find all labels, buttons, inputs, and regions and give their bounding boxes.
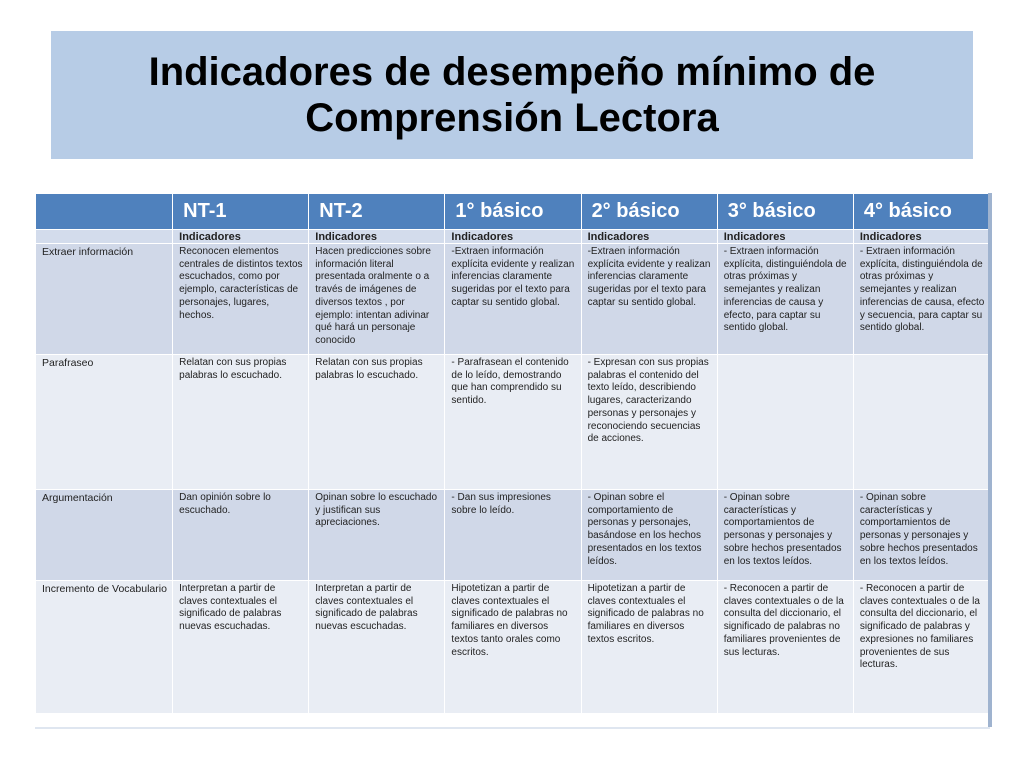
level-header-3-basico: 3° básico (717, 194, 853, 230)
table-cell (853, 355, 989, 490)
header-row (36, 194, 990, 230)
table-row-parafraseo (36, 355, 990, 490)
table-right-edge (988, 193, 992, 727)
table-cell: Hacen predicciones sobre información literal presentada oralmente o a través de imágenes de diversos textos , por ejemplo: intentan adivinar qué hará un personaje conocido (309, 244, 445, 355)
table-cell: Hipotetizan a partir de claves contextuales el significado de palabras no familiares en diversos textos tanto orales como escritos. (445, 581, 581, 714)
table-cell: Dan opinión sobre lo escuchado. (173, 490, 309, 581)
table-cell: - Opinan sobre el comportamiento de personas y personajes, basándose en los hechos presentados en los textos leídos. (581, 490, 717, 581)
table-cell: - Opinan sobre características y comportamientos de personas y personajes y sobre hechos presentados en los textos leídos. (717, 490, 853, 581)
table-cell: - Reconocen a partir de claves contextuales o de la consulta del diccionario, el significado de palabras no familiares provenientes de sus lecturas. (717, 581, 853, 714)
table-cell: Relatan con sus propias palabras lo escuchado. (173, 355, 309, 490)
subheader-cell: Indicadores (853, 230, 989, 244)
subheader-cell: Indicadores (717, 230, 853, 244)
subheader-cell: Indicadores (445, 230, 581, 244)
row-label: Argumentación (36, 490, 173, 581)
subheader-cell: Indicadores (173, 230, 309, 244)
table-cell: - Opinan sobre características y comportamientos de personas y personajes y sobre hechos presentados en los textos leídos. (853, 490, 989, 581)
table-cell: Opinan sobre lo escuchado y justifican sus apreciaciones. (309, 490, 445, 581)
title-banner (51, 31, 973, 159)
table-cell: - Extraen información explícita, distinguiéndola de otras próximas y semejantes y realizan inferencias de causa y efecto, para captar su sentido global. (717, 244, 853, 355)
level-header-nt1: NT-1 (173, 194, 309, 230)
table-bottom-line (35, 727, 990, 729)
table-cell: -Extraen información explícita evidente y realizan inferencias claramente sugeridas por el texto para captar su sentido global. (445, 244, 581, 355)
level-header-4-basico: 4° básico (853, 194, 989, 230)
table-cell: - Expresan con sus propias palabras el contenido del texto leído, describiendo lugares, caracterizando personas y personajes y reconociendo secuencias de acciones. (581, 355, 717, 490)
level-header-nt2: NT-2 (309, 194, 445, 230)
row-label: Extraer información (36, 244, 173, 355)
table-row-extraer-informacion (36, 244, 990, 355)
indicators-table (35, 193, 990, 714)
level-header-2-basico: 2° básico (581, 194, 717, 230)
subheader-cell: Indicadores (309, 230, 445, 244)
slide-title: Indicadores de desempeño mínimo de Comprensión Lectora (148, 50, 876, 140)
table-cell: Interpretan a partir de claves contextuales el significado de palabras nuevas escuchadas. (309, 581, 445, 714)
table-cell: - Extraen información explícita, distinguiéndola de otras próximas y semejantes y realizan inferencias de causa, efecto y secuencia, para captar su sentido global. (853, 244, 989, 355)
table-row-argumentacion (36, 490, 990, 581)
table-cell: - Parafrasean el contenido de lo leído, demostrando que han comprendido su sentido. (445, 355, 581, 490)
table-cell: Relatan con sus propias palabras lo escuchado. (309, 355, 445, 490)
indicators-table-container (35, 193, 990, 714)
row-label: Parafraseo (36, 355, 173, 490)
table-cell (717, 355, 853, 490)
table-row-incremento-vocabulario (36, 581, 990, 714)
table-cell: - Reconocen a partir de claves contextuales o de la consulta del diccionario, el significado de palabras y expresiones no familiares provenientes de sus lecturas. (853, 581, 989, 714)
subheader-cell: Indicadores (581, 230, 717, 244)
subheader-row (36, 230, 990, 244)
table-cell: Interpretan a partir de claves contextuales el significado de palabras nuevas escuchadas. (173, 581, 309, 714)
table-cell: Reconocen elementos centrales de distintos textos escuchados, como por ejemplo, características de personajes, lugares, hechos. (173, 244, 309, 355)
table-cell: Hipotetizan a partir de claves contextuales el significado de palabras no familiares en diversos textos escritos. (581, 581, 717, 714)
table-cell: - Dan sus impresiones sobre lo leído. (445, 490, 581, 581)
level-header-1-basico: 1° básico (445, 194, 581, 230)
header-corner-cell (36, 194, 173, 230)
subheader-empty-cell (36, 230, 173, 244)
table-cell: -Extraen información explícita evidente y realizan inferencias claramente sugeridas por el texto para captar su sentido global. (581, 244, 717, 355)
row-label: Incremento de Vocabulario (36, 581, 173, 714)
